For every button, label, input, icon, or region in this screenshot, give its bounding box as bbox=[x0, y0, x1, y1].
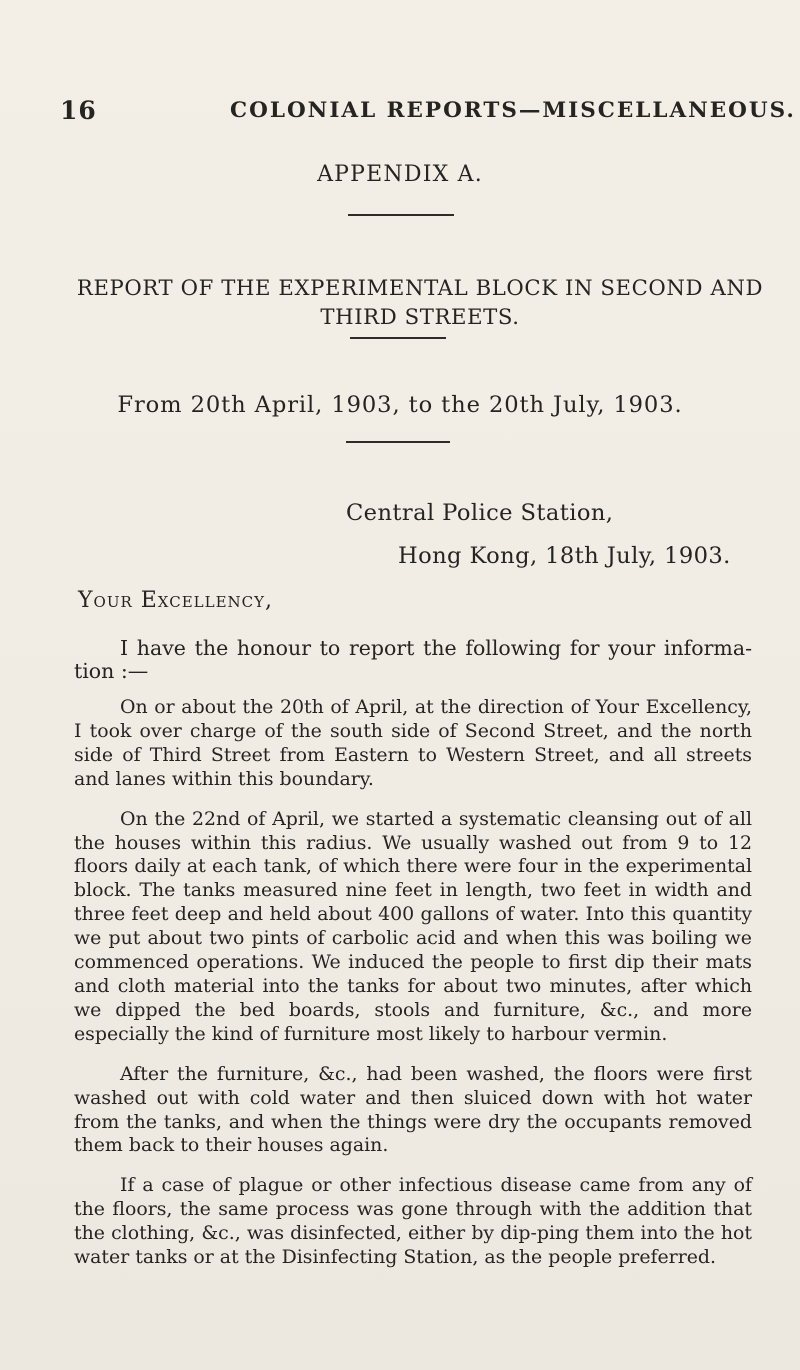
paragraph: After the furniture, &c., had been washed, the floors were first washed out with cold water and then sluiced down with hot water from the tanks, and when the things were dry the occupants removed them back to their houses again. bbox=[74, 1062, 752, 1157]
report-title: REPORT OF THE EXPERIMENTAL BLOCK IN SECOND AND THIRD STREETS. bbox=[76, 275, 764, 329]
appendix-heading: APPENDIX A. bbox=[317, 162, 483, 187]
paragraph: I have the honour to report the following for your informa-tion :— bbox=[74, 636, 752, 683]
paragraph: On or about the 20th of April, at the direction of Your Excellency, I took over charge of the south side of Second Street, and the north side of Third Street from Eastern to Western Street, and all streets and lanes within this boundary. bbox=[74, 696, 752, 790]
letter-station: Central Police Station, bbox=[346, 500, 614, 526]
report-period: From 20th April, 1903, to the 20th July, 1903. bbox=[117, 392, 683, 418]
paragraph: On the 22nd of April, we started a systematic cleansing out of all the houses within this radius. We usually washed out from 9 to 12 floors daily at each tank, of which there were four in the experimental block. The tanks measured nine feet in length, two feet in width and three feet deep and held about 400 gallons of water. Into this quantity we put about two pints of carbolic acid and when this was boiling we commenced operations. We induced the people to first dip their mats and cloth material into the tanks for about two minutes, after which we dipped the bed boards, stools and furniture, &c., and more especially the kind of furniture most likely to harbour vermin. bbox=[74, 807, 752, 1045]
letter-place-date: Hong Kong, 18th July, 1903. bbox=[398, 543, 731, 569]
letter-salutation: Your Excellency, bbox=[78, 588, 274, 613]
divider-rule bbox=[346, 441, 450, 443]
divider-rule bbox=[350, 337, 446, 339]
divider-rule bbox=[348, 214, 454, 216]
page-number: 16 bbox=[60, 96, 97, 125]
letter-body bbox=[74, 637, 752, 1286]
paragraph: If a case of plague or other infectious disease came from any of the floors, the same process was gone through with the addition that the clothing, &c., was disinfected, either by dip-ping them into the hot water tanks or at the Disinfecting Station, as the people preferred. bbox=[74, 1174, 752, 1269]
running-title: COLONIAL REPORTS—MISCELLANEOUS. bbox=[230, 98, 796, 123]
